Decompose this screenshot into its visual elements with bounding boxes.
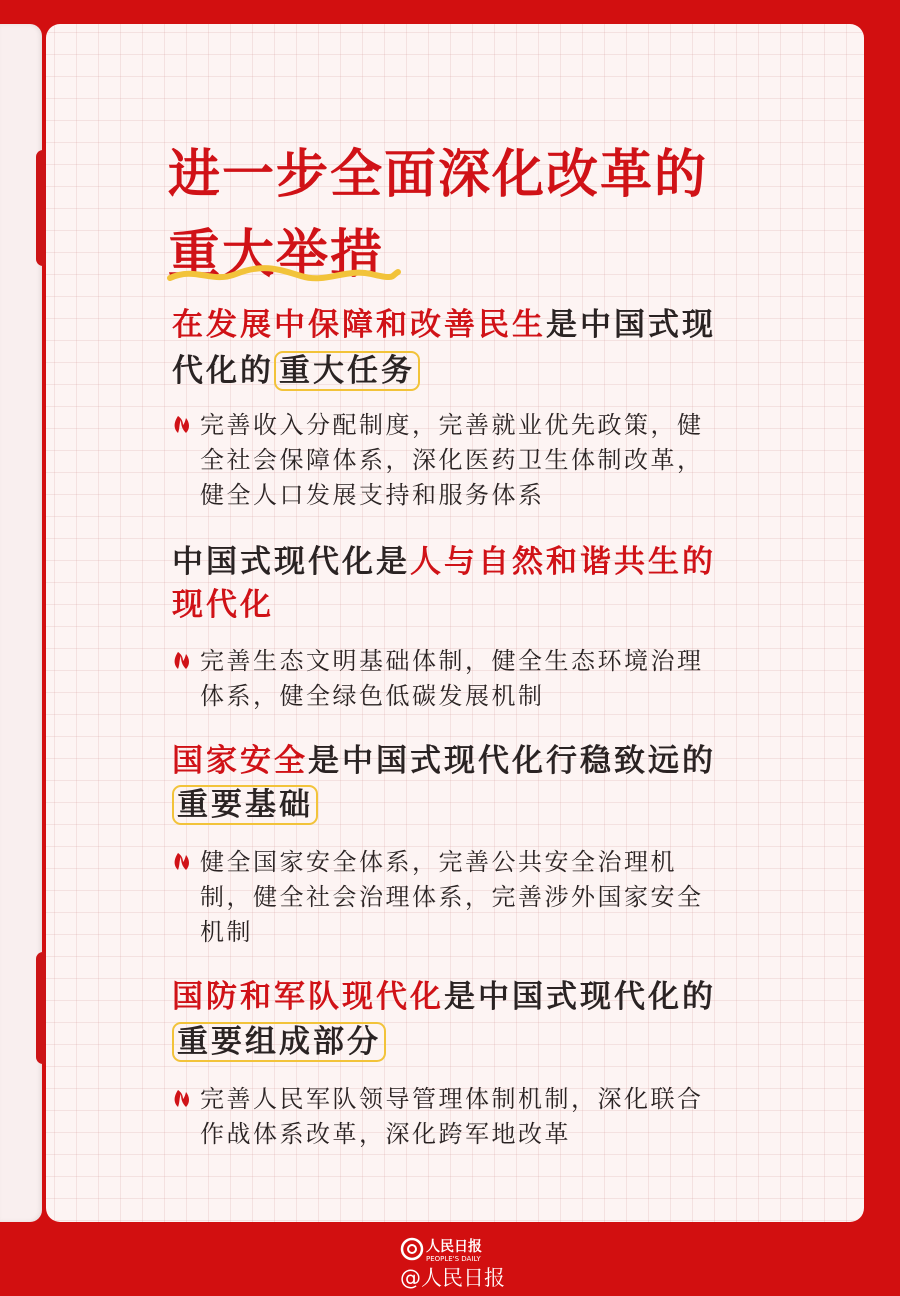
section-2-bullet-line1: 完善生态文明基础体制，健全生态环境治理 [200, 647, 704, 675]
section-1-heading-prefix: 代化的 [172, 353, 274, 389]
section-3-bullet-line3: 机制 [200, 918, 253, 946]
section-1-heading-line2 [172, 348, 420, 394]
section-1-bullet [172, 408, 704, 513]
section-4-boxed-keyword: 重要组成部分 [172, 1022, 386, 1062]
section-4-heading-text: 是中国式现代化的 [444, 979, 716, 1015]
section-4-bullet-line1: 完善人民军队领导管理体制机制，深化联合 [200, 1085, 704, 1113]
weibo-icon [400, 1234, 510, 1264]
section-2-heading-line1 [172, 539, 716, 585]
section-1-highlight: 在发展中保障和改善民生 [172, 307, 546, 343]
flame-bullet-icon [172, 1088, 192, 1110]
yellow-underline-squiggle [166, 262, 402, 288]
flame-bullet-icon [172, 851, 192, 873]
section-2-bullet [172, 644, 704, 714]
page-title-line2: 重大举措 [168, 225, 385, 285]
section-4-highlight: 国防和军队现代化 [172, 979, 444, 1015]
section-1-bullet-line3: 健全人口发展支持和服务体系 [200, 481, 545, 509]
section-3-highlight: 国家安全 [172, 743, 308, 779]
section-3-heading-line2 [172, 782, 318, 828]
section-1-heading-text: 是中国式现 [546, 307, 716, 343]
section-1-heading-line1 [172, 302, 716, 348]
section-3-bullet-line2: 制，健全社会治理体系，完善涉外国家安全 [200, 883, 704, 911]
section-4-heading-line1 [172, 974, 716, 1020]
page-title-line1: 进一步全面深化改革的 [168, 145, 709, 205]
section-3-bullet [172, 845, 704, 950]
section-2-heading-line2 [172, 582, 274, 628]
section-1-boxed-keyword: 重大任务 [274, 351, 420, 391]
weibo-handle: @人民日报 [400, 1266, 505, 1290]
section-2-heading-text: 中国式现代化是 [172, 544, 410, 580]
section-3-heading-line1 [172, 738, 716, 784]
section-3-bullet-line1: 健全国家安全体系，完善公共安全治理机 [200, 848, 677, 876]
section-1-bullet-line2: 全社会保障体系，深化医药卫生体制改革， [200, 446, 704, 474]
section-3-boxed-keyword: 重要基础 [172, 785, 318, 825]
section-2-highlight: 人与自然和谐共生的 [410, 544, 716, 580]
section-1-bullet-line1: 完善收入分配制度，完善就业优先政策，健 [200, 411, 704, 439]
section-4-bullet [172, 1082, 704, 1152]
flame-bullet-icon [172, 414, 192, 436]
section-2-highlight-line2: 现代化 [172, 587, 274, 623]
section-4-bullet-line2: 作战体系改革，深化跨军地改革 [200, 1120, 571, 1148]
section-3-heading-text: 是中国式现代化行稳致远的 [308, 743, 716, 779]
section-4-heading-line2 [172, 1019, 386, 1065]
logo-en-text: PEOPLE'S DAILY [426, 1255, 481, 1263]
flame-bullet-icon [172, 650, 192, 672]
section-2-bullet-line2: 体系，健全绿色低碳发展机制 [200, 682, 545, 710]
logo-cn-text: 人民日报 [426, 1239, 482, 1255]
